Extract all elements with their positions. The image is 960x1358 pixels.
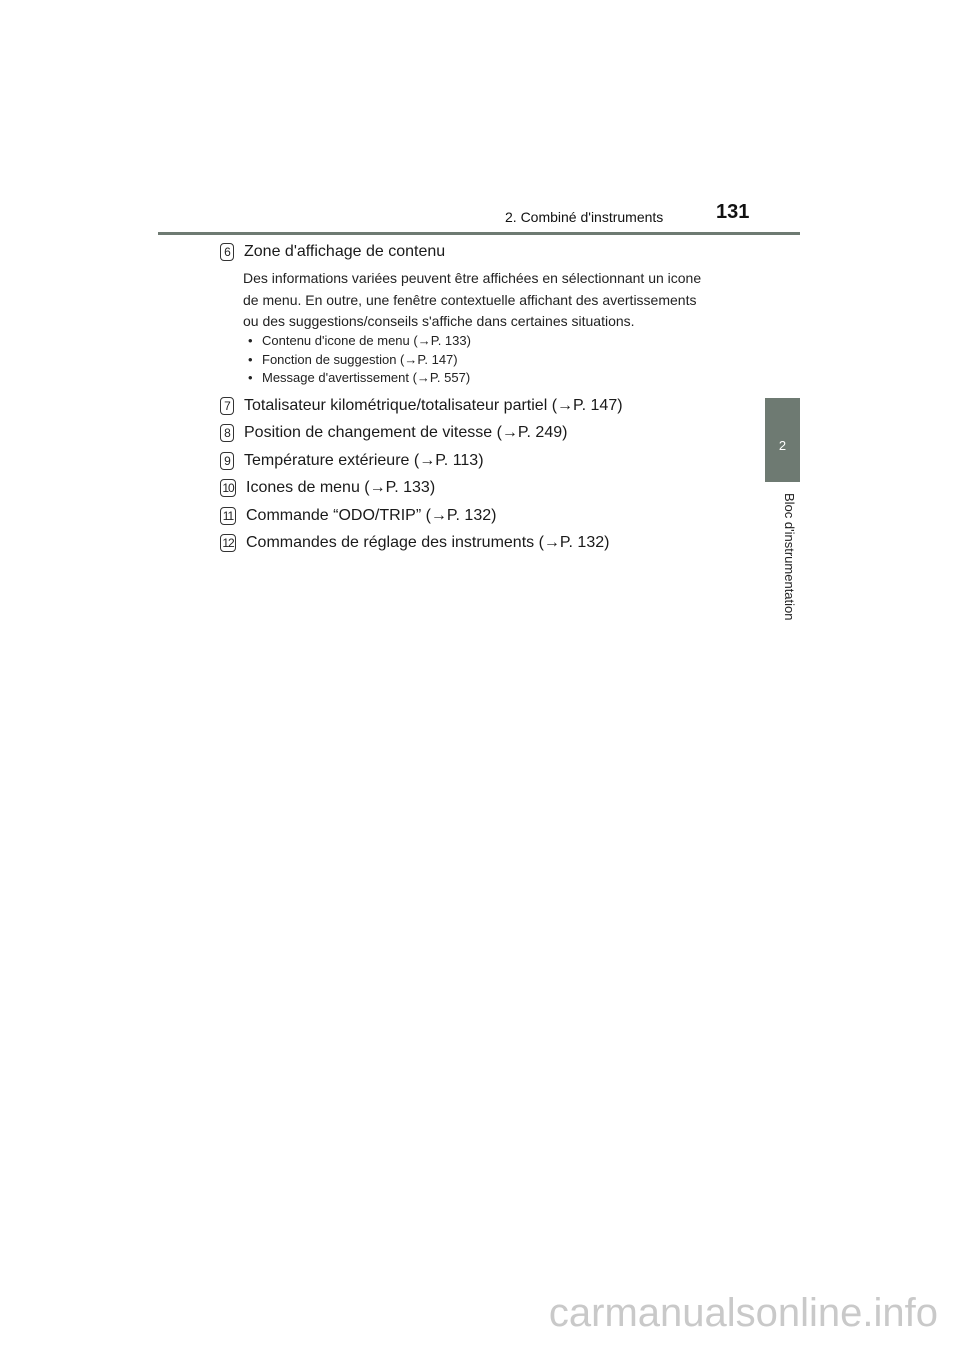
- list-item-10: [220, 477, 435, 499]
- item-text: Commandes de réglage des instruments (→P. 132): [246, 534, 610, 551]
- header-divider: [158, 232, 800, 235]
- item-number-badge: 12: [220, 534, 236, 552]
- list-item-9: [220, 450, 484, 472]
- bullet-item: • Contenu d'icone de menu (→P. 133): [248, 333, 471, 348]
- item-number-badge: 7: [220, 397, 234, 415]
- item-number-badge: 9: [220, 452, 234, 470]
- item-text: Commande “ODO/TRIP” (→P. 132): [246, 507, 497, 524]
- description-line: de menu. En outre, une fenêtre contextuelle affichant des avertissements: [243, 291, 697, 308]
- list-item-6: [220, 241, 445, 263]
- item-text: Totalisateur kilométrique/totalisateur partiel (→P. 147): [244, 397, 623, 414]
- description-line: Des informations variées peuvent être affichées en sélectionnant un icone: [243, 270, 702, 286]
- bullet-item: • Fonction de suggestion (→P. 147): [248, 351, 458, 367]
- item-text: Zone d'affichage de contenu: [244, 243, 446, 260]
- item-number-badge: 10: [220, 479, 236, 497]
- watermark: carmanualsonline.info: [548, 1291, 938, 1335]
- list-item-11: [220, 505, 496, 527]
- item-number-badge: 6: [220, 243, 234, 261]
- section-title: 2. Combiné d'instruments: [505, 209, 664, 225]
- page-number: 131: [716, 201, 750, 223]
- item-text: Température extérieure (→P. 113): [244, 452, 484, 469]
- chapter-tab: [765, 398, 800, 482]
- list-item-8: [220, 422, 567, 444]
- item-text: Position de changement de vitesse (→P. 249): [244, 424, 568, 441]
- list-item-7: [220, 395, 623, 417]
- description-line: ou des suggestions/conseils s'affiche dans certaines situations.: [243, 313, 635, 329]
- chapter-tab-number: 2: [778, 438, 787, 453]
- item-number-badge: 8: [220, 424, 234, 442]
- bullet-item: • Message d'avertissement (→P. 557): [248, 370, 471, 385]
- list-item-12: [220, 532, 609, 554]
- bullet-list: [248, 332, 471, 388]
- item-text: Icones de menu (→P. 133): [246, 479, 436, 496]
- item-description: [243, 268, 745, 333]
- chapter-tab-label: Bloc d'instrumentation: [782, 493, 797, 621]
- item-number-badge: 11: [220, 507, 236, 525]
